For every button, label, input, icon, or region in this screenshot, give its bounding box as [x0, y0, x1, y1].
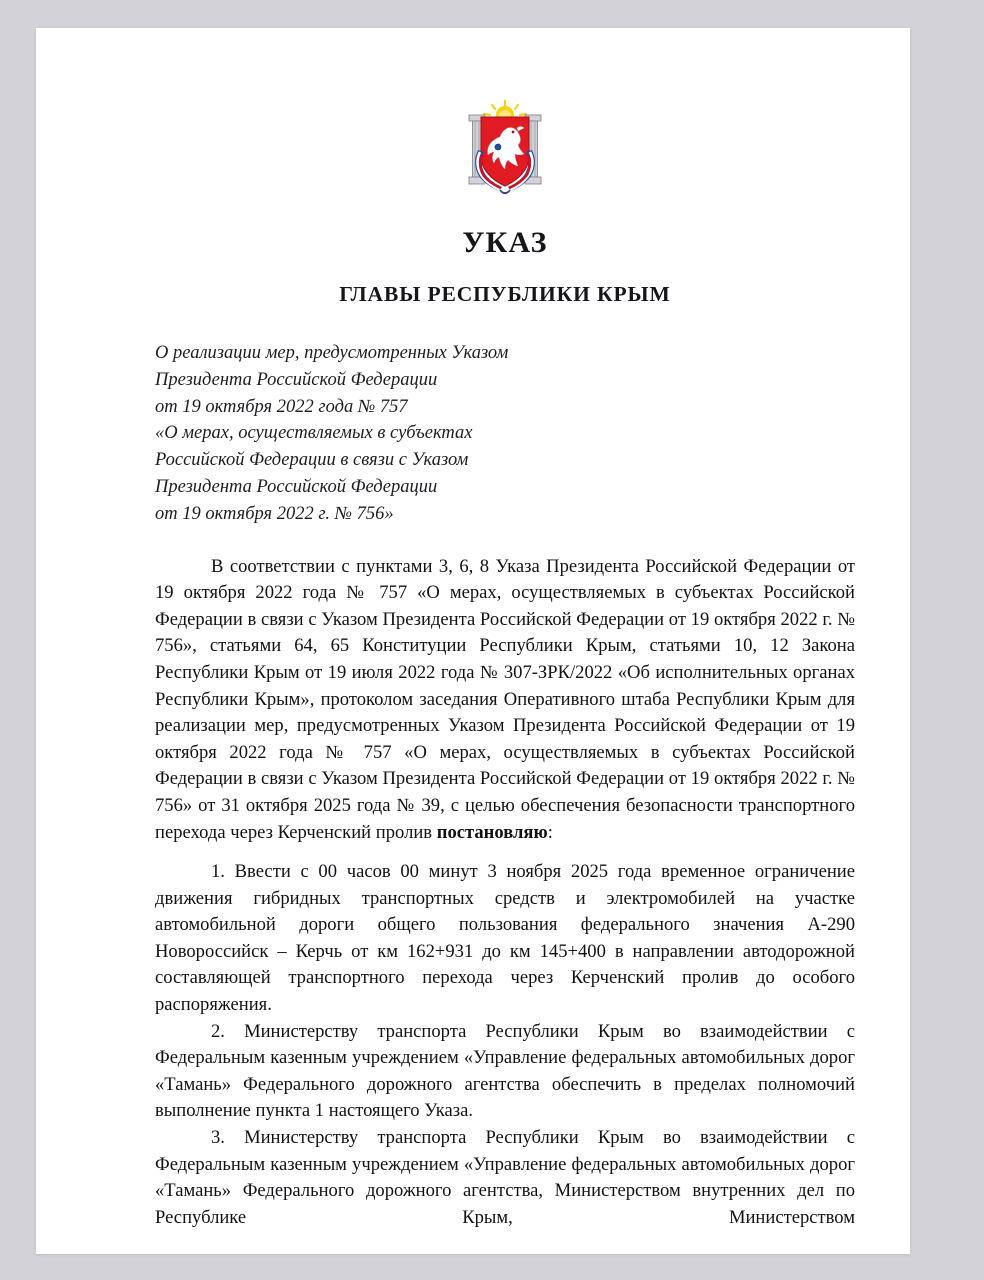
preamble-line: от 19 октября 2022 г. № 756»	[155, 503, 394, 524]
document-page	[36, 28, 910, 1254]
decree-verb: постановляю	[436, 821, 548, 843]
preamble-line: Российской Федерации в связи с Указом	[155, 450, 469, 471]
crimea-coat-of-arms-icon	[456, 100, 554, 200]
intro-paragraph	[155, 554, 855, 847]
preamble-line: «О мерах, осуществляемых в субъектах	[155, 423, 473, 444]
preamble-line: Президента Российской Федерации	[155, 476, 438, 497]
preamble-line: О реализации мер, предусмотренных Указом	[155, 343, 509, 363]
preamble-line: Президента Российской Федерации	[155, 369, 438, 390]
decree-colon: :	[547, 821, 553, 843]
page-subtitle: ГЛАВЫ РЕСПУБЛИКИ КРЫМ	[339, 282, 671, 306]
decree-item-2: 2. Министерству транспорта Республики Крым во взаимодействии с Федеральным казенным учреждением «Управление федеральных автомобильных дорог «Тамань» Федерального дорожного агентства обеспечить в пределах полномочий выполнение пункта 1 настоящего Указа.	[155, 1020, 855, 1122]
page-title: УКАЗ	[462, 226, 548, 259]
emblem-container	[155, 28, 855, 200]
preamble-line: от 19 октября 2022 года № 757	[155, 396, 408, 417]
intro-text: В соответствии с пунктами 3, 6, 8 Указа Президента Российской Федерации от 19 октября 2022 года № 757 «О мерах, осуществляемых в субъектах Российской Федерации в связи с Указом Президента Российской Федерации от 19 октября 2022 г. № 756», статьями 64, 65 Конституции Республики Крым, статьями 10, 12 Закона Республики Крым от 19 июля 2022 года № 307-ЗРК/2022 «Об исполнительных органах Республики Крым», протоколом заседания Оперативного штаба Республики Крым для реализации мер, предусмотренных Указом Президента Российской Федерации от 19 октября 2022 года № 757 «О мерах, осуществляемых в субъектах Российской Федерации в связи с Указом Президента Российской Федерации от 19 октября 2022 г. № 756» от 31 октября 2025 года № 39, с целью обеспечения безопасности транспортного перехода через Керченский пролив	[155, 555, 855, 843]
preamble-block	[155, 340, 855, 528]
page-content-column	[155, 28, 855, 1254]
document-body	[155, 554, 855, 1232]
decree-item-1: 1. Ввести с 00 часов 00 минут 3 ноября 2025 года временное ограничение движения гибридных транспортных средств и электромобилей на участке автомобильной дороги общего пользования федерального значения А-290 Новороссийск – Керчь от км 162+931 до км 145+400 в направлении автодорожной составляющей транспортного перехода через Керченский пролив до особого распоряжения.	[155, 861, 855, 1016]
decree-item-3: 3. Министерству транспорта Республики Крым во взаимодействии с Федеральным казенным учреждением «Управление федеральных автомобильных дорог «Тамань» Федерального дорожного агентства, Министерством внутренних дел по Республике Крым, Министерством	[155, 1127, 855, 1228]
